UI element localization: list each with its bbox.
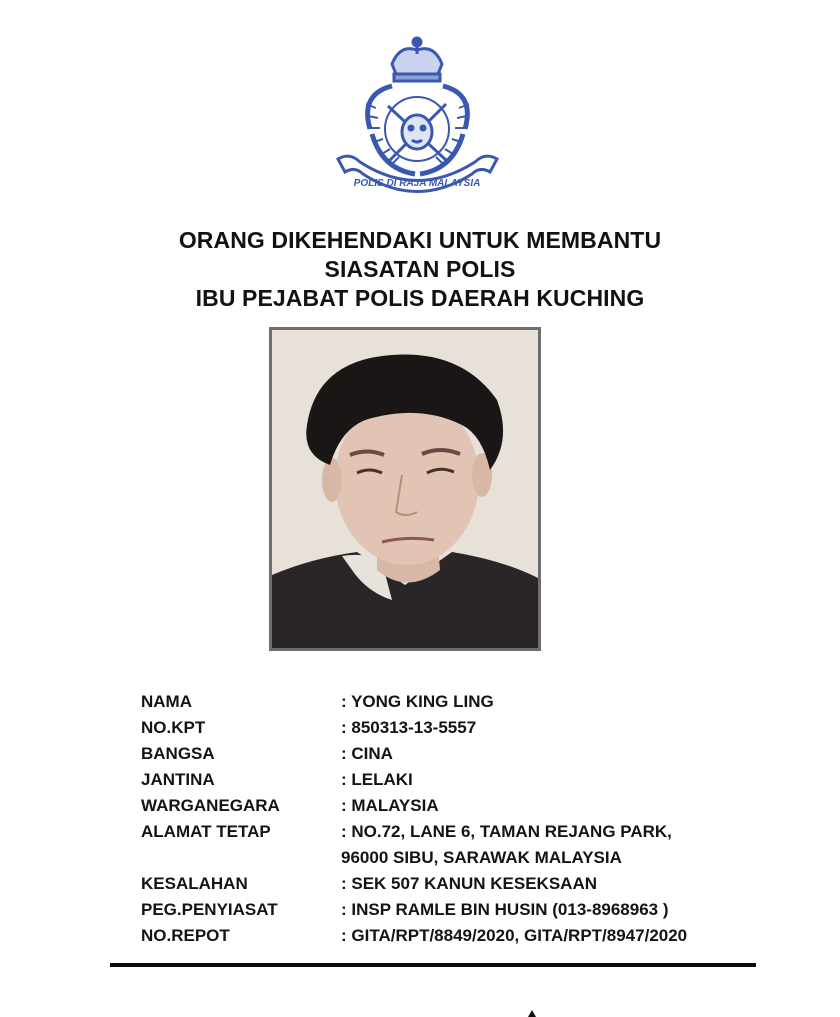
detail-label: ALAMAT TETAP [141,822,271,841]
detail-value: : LELAKI [341,770,413,789]
detail-value: : MALAYSIA [341,796,439,815]
detail-row-nama [141,689,687,715]
detail-row-warganegara [141,793,687,819]
detail-label: JANTINA [141,770,215,789]
detail-row-bangsa [141,741,687,767]
notice-title [0,226,840,313]
detail-row-peg-penyiasat [141,897,687,923]
detail-row-no-kpt [141,715,687,741]
detail-value: : 850313-13-5557 [341,718,477,737]
detail-row-alamat-tetap [141,819,687,871]
suspect-photo [269,327,541,651]
address-line-2: 96000 SIBU, SARAWAK MALAYSIA [341,848,622,867]
title-line-1: ORANG DIKEHENDAKI UNTUK MEMBANTU [178,227,662,253]
detail-value: : GITA/RPT/8849/2020, GITA/RPT/8947/2020 [341,926,688,945]
royal-malaysia-police-crest-icon [330,34,505,204]
detail-label: PEG.PENYIASAT [141,900,278,919]
detail-value: : SEK 507 KANUN KESEKSAAN [341,874,597,893]
detail-label: KESALAHAN [141,874,248,893]
police-crest-logo [330,34,505,204]
detail-row-kesalahan [141,871,687,897]
detail-label: NO.REPOT [141,926,230,945]
address-line-1: : NO.72, LANE 6, TAMAN REJANG PARK, [341,822,672,841]
detail-value: : INSP RAMLE BIN HUSIN (013-8968963 ) [341,900,669,919]
detail-value: : CINA [341,744,393,763]
detail-label: NO.KPT [141,718,206,737]
person-portrait-icon [272,330,538,648]
detail-row-no-repot [141,923,687,949]
detail-label: BANGSA [141,744,215,763]
suspect-details [141,689,687,949]
detail-label: NAMA [141,692,192,711]
svg-text:POLIS DI RAJA MALAYSIA: POLIS DI RAJA MALAYSIA [353,178,481,189]
title-line-3: IBU PEJABAT POLIS DAERAH KUCHING [195,285,645,311]
detail-value [341,819,672,871]
partial-glyph-mark [528,1010,536,1017]
detail-row-jantina [141,767,687,793]
detail-value: : YONG KING LING [341,692,494,711]
detail-label: WARGANEGARA [141,796,280,815]
title-line-2: SIASATAN POLIS [324,256,516,282]
horizontal-divider [110,963,756,967]
